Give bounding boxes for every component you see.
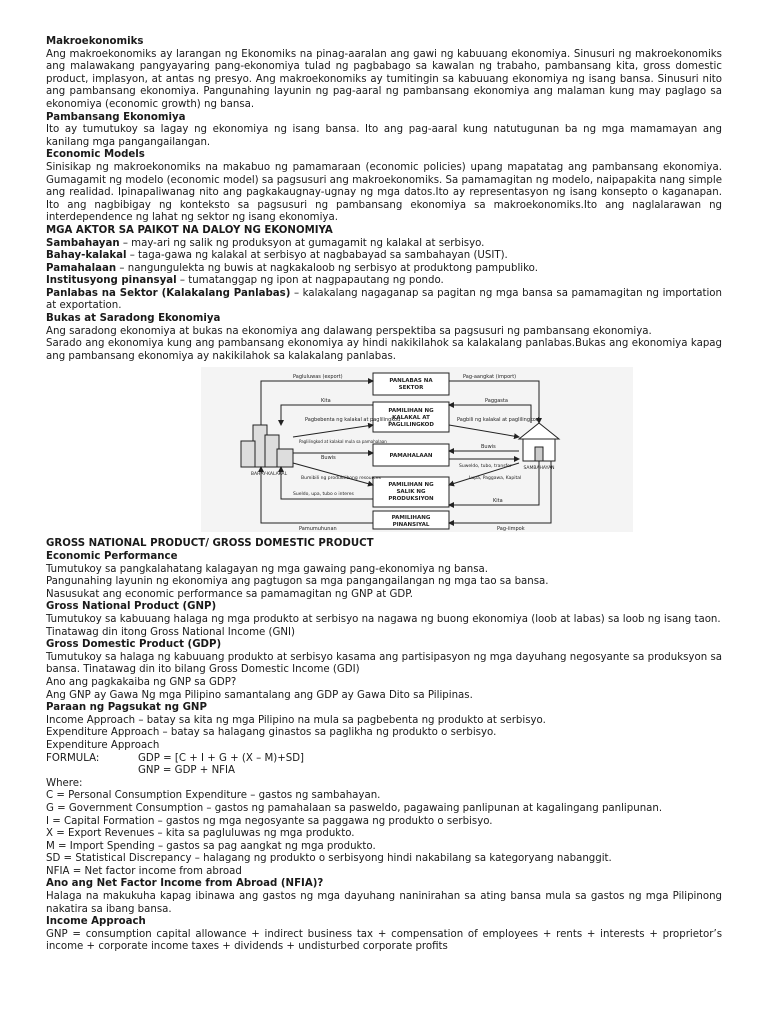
text-line: C = Personal Consumption Expenditure – gastos ng sambahayan. bbox=[46, 790, 381, 802]
heading-gnp: Gross National Product (GNP) bbox=[46, 601, 217, 613]
box-label: PAMILIHAN NG bbox=[388, 408, 434, 415]
heading-economic-models: Economic Models bbox=[46, 149, 145, 161]
text-line: I = Capital Formation – gastos ng mga negosyante sa paggawa ng produkto o serbisyo. bbox=[46, 815, 493, 827]
box-label: SEKTOR bbox=[398, 385, 424, 392]
label-pamumuhunan: Pamumuhunan bbox=[299, 526, 337, 533]
list-item bbox=[46, 288, 722, 313]
paragraph-pambansang-ekonomiya: Ito ay tumutukoy sa lagay ng ekonomiya ng isang bansa. Ito ang pag-aaral kung natutugunan ba ng mga mamamayan ang kanilang mga pangangailangan. bbox=[46, 124, 722, 148]
label-paggasta: Paggasta bbox=[485, 398, 508, 405]
label-kita-top: Kita bbox=[321, 398, 331, 405]
label-import: Pag-aangkat (import) bbox=[463, 374, 517, 381]
text-line: Ang GNP ay Gawa Ng mga Pilipino samantalang ang GDP ay Gawa Dito sa Pilipinas. bbox=[46, 689, 473, 701]
heading-bukas-sarado: Bukas at Saradong Ekonomiya bbox=[46, 313, 221, 325]
text-line: Expenditure Approach – batay sa halagang ginastos sa paglikha ng produkto o serbisyo. bbox=[46, 727, 497, 739]
list-item bbox=[46, 250, 722, 263]
paragraph-economic-models: Sinisikap ng makroekonomiks na makabuo ng pamamaraan (economic policies) upang mapatatag ang pambansang ekonomiya. Gumagamit ng modelo (economic model) sa pagsusuri ang makroekonomiks. Sa pamamagitan ng modelo, naipapakita nang simple ang realidad. Ipinapaliwanag nito ang pagkakaugnay-ugnay ng mga datos.Ito ay representasyon ng isang konsepto o kaganapan. Ito ang nagbibigay ng konteksto sa pagsusuri ng pambansang ekonomiya sa makroekonomiks.Ito ang naglalarawan ng interdependence ng lahat ng sektor ng isang ekonomiya. bbox=[46, 161, 722, 224]
label-sweldo-left: Sueldo, upa, tubo o interes bbox=[293, 492, 354, 498]
definition: – taga-gawa ng kalakal at serbisyo at nagbabayad sa sambahayan (USIT). bbox=[126, 250, 508, 262]
label-pagbebenta: Pagbebenta ng kalakal at paglilingkod bbox=[305, 417, 401, 424]
label-buwis-right: Buwis bbox=[481, 444, 496, 451]
bahay-kalakal-label: BAHAY-KALAKAL bbox=[250, 472, 288, 478]
label-bumibili: Bumibili ng produktibong resources bbox=[301, 476, 381, 482]
text-line: Tinatawag din itong Gross National Income (GNI) bbox=[46, 626, 295, 638]
heading-income-approach: Income Approach bbox=[46, 916, 146, 928]
document-page bbox=[46, 36, 722, 954]
heading-gnp-gdp: GROSS NATIONAL PRODUCT/ GROSS DOMESTIC PRODUCT bbox=[46, 538, 374, 550]
formula-gdp bbox=[46, 753, 722, 766]
circular-flow-diagram bbox=[46, 367, 722, 532]
box-label: PANLABAS NA bbox=[389, 378, 433, 385]
box-label: SALIK NG bbox=[396, 489, 426, 496]
definition: – kalakalang nagaganap sa pagitan ng mga bansa sa pamamagitan ng importation at exportation. bbox=[46, 287, 722, 312]
text-line: Pangunahing layunin ng ekonomiya ang pagtugon sa mga pangangailangan ng mga tao sa bansa. bbox=[46, 576, 549, 588]
paragraph-nfia: Halaga na makukuha kapag ibinawa ang gastos ng mga dayuhang naninirahan sa ating bansa mula sa gastos ng mga Pilipinong nakatira sa ibang bansa. bbox=[46, 891, 722, 915]
label-paglilingkod: Paglilingkod at kalakal mula sa pamahalaan bbox=[299, 439, 387, 445]
list-item bbox=[46, 275, 722, 288]
text-line: Where: bbox=[46, 777, 83, 789]
label-buwis-left: Buwis bbox=[321, 455, 336, 462]
term: Bahay-kalakal bbox=[46, 250, 127, 262]
definition: – tumatanggap ng ipon at nagpapautang ng pondo. bbox=[176, 275, 444, 287]
term: Pamahalaan bbox=[46, 262, 117, 274]
heading-gdp: Gross Domestic Product (GDP) bbox=[46, 639, 222, 651]
list-item bbox=[46, 263, 722, 276]
paragraph-bukas-1: Ang saradong ekonomiya at bukas na ekonomiya ang dalawang perspektiba sa pagsusuri ng pambansang ekonomiya. bbox=[46, 325, 652, 337]
term: Sambahayan bbox=[46, 237, 120, 249]
definition: – nangungulekta ng buwis at nagkakaloob ng serbisyo at produktong pampubliko. bbox=[116, 262, 538, 274]
definition: – may-ari ng salik ng produksyon at gumagamit ng kalakal at serbisyo. bbox=[119, 237, 485, 249]
label-pag-iimpok: Pag-iimpok bbox=[497, 526, 525, 533]
paragraph-income-approach: GNP = consumption capital allowance + indirect business tax + compensation of employees + rents + interests + proprietor’s income + corporate income taxes + dividends + undisturbed corporate profits bbox=[46, 928, 722, 953]
text-line: Nasusukat ang economic performance sa pamamagitan ng GNP at GDP. bbox=[46, 588, 413, 600]
label-sweldo-right: Suweldo, tubo, transfer bbox=[459, 464, 512, 470]
circular-flow-svg bbox=[201, 367, 633, 532]
box-label: KALAKAL AT bbox=[392, 415, 430, 422]
paragraph-makroekonomiks: Ang makroekonomiks ay larangan ng Ekonomiks na pinag-aaralan ang gawi ng kabuuang ekonomiya. Sinusuri ng makroekonomiks ang malawakang pangyayaring pang-ekonomiya tulad ng pagbabago sa kawalan ng trabaho, pambansang kita, gross domestic product, implasyon, at antas ng presyo. Ang makroekonomiks ay tumitingin sa kabuuang ekonomiya ng isang bansa. Sinusuri nito ang pambansang ekonomiya. Pangunahing layunin ng pag-aaral ng pambansang ekonomiya ang malaman kung may paglago sa ekonomiya (economic growth) ng bansa. bbox=[46, 48, 722, 110]
text-line: Tumutukoy sa pangkalahatang kalagayan ng mga gawaing pang-ekonomiya ng bansa. bbox=[46, 563, 488, 575]
list-item bbox=[46, 238, 722, 251]
text-line: M = Import Spending – gastos sa pag aangkat ng mga produkto. bbox=[46, 840, 376, 852]
formula-gnp bbox=[46, 765, 722, 778]
box-label: PAMAHALAAN bbox=[389, 453, 433, 460]
term: Institusyong pinansyal bbox=[46, 275, 177, 287]
heading-nfia: Ano ang Net Factor Income from Abroad (NFIA)? bbox=[46, 878, 324, 890]
text-line: SD = Statistical Discrepancy – halagang ng produkto o serbisyong hindi nakabilang sa kategoryang nabanggit. bbox=[46, 853, 612, 865]
text-line: Tumutukoy sa kabuuang halaga ng mga produkto at serbisyo na nagawa ng buong ekonomiya (loob at labas) sa loob ng isang taon. bbox=[46, 614, 721, 625]
formula-gdp-text: GDP = [C + I + G + (X – M)+SD] bbox=[138, 752, 305, 764]
formula-label: FORMULA: bbox=[46, 752, 100, 764]
label-export: Pagluluwas (export) bbox=[293, 374, 343, 381]
text-line: NFIA = Net factor income from abroad bbox=[46, 865, 242, 877]
text-line: Income Approach – batay sa kita ng mga Pilipino na mula sa pagbebenta ng produkto at serbisyo. bbox=[46, 714, 546, 726]
text-line: Expenditure Approach bbox=[46, 739, 160, 751]
label-lupa: Lupa, Paggawa, Kapital bbox=[469, 476, 522, 482]
text-line: G = Government Consumption – gastos ng pamahalaan sa pasweldo, pagawaing panlipunan at kagalingang panlipunan. bbox=[46, 802, 663, 814]
heading-economic-performance: Economic Performance bbox=[46, 551, 178, 563]
paragraph-gdp: Tumutukoy sa halaga ng kabuuang produkto at serbisyo kasama ang partisipasyon ng mga dayuhang negosyante sa produksyon sa bansa. Tinatawag din ito bilang Gross Domestic Income (GDI) bbox=[46, 651, 722, 676]
box-label: PINANSIYAL bbox=[392, 522, 430, 529]
text-line: Ano ang pagkakaiba ng GNP sa GDP? bbox=[46, 676, 237, 688]
text-line: X = Export Revenues – kita sa pagluluwas ng mga produkto. bbox=[46, 828, 355, 840]
term: Panlabas na Sektor (Kalakalang Panlabas) bbox=[46, 287, 291, 299]
heading-makroekonomiks: Makroekonomiks bbox=[46, 36, 144, 47]
label-kita-bottom: Kita bbox=[493, 498, 503, 505]
label-pagbili: Pagbili ng kalakal at paglilingkod bbox=[457, 417, 539, 424]
box-label: PRODUKSIYON bbox=[388, 496, 434, 503]
heading-pambansang-ekonomiya: Pambansang Ekonomiya bbox=[46, 111, 186, 123]
heading-paraan: Paraan ng Pagsukat ng GNP bbox=[46, 702, 207, 714]
sambahayan-label: SAMBAHAYAN bbox=[523, 466, 555, 472]
heading-mga-aktor: MGA AKTOR SA PAIKOT NA DALOY NG EKONOMIYA bbox=[46, 224, 333, 236]
formula-gnp-text: GNP = GDP + NFIA bbox=[138, 765, 236, 777]
box-panlabas-na-sektor bbox=[373, 373, 449, 395]
paragraph-bukas-2: Sarado ang ekonomiya kung ang pambansang ekonomiya ay hindi nakikilahok sa kalakalang panlabas.Bukas ang ekonomiya kapag ang pambansang ekonomiya ay nakikilahok sa kalakalang panlabas. bbox=[46, 338, 722, 362]
box-label: PAMILIHAN NG bbox=[388, 482, 434, 489]
box-label: PAGLILINGKOD bbox=[388, 422, 434, 429]
box-label: PAMILIHANG bbox=[391, 515, 431, 522]
